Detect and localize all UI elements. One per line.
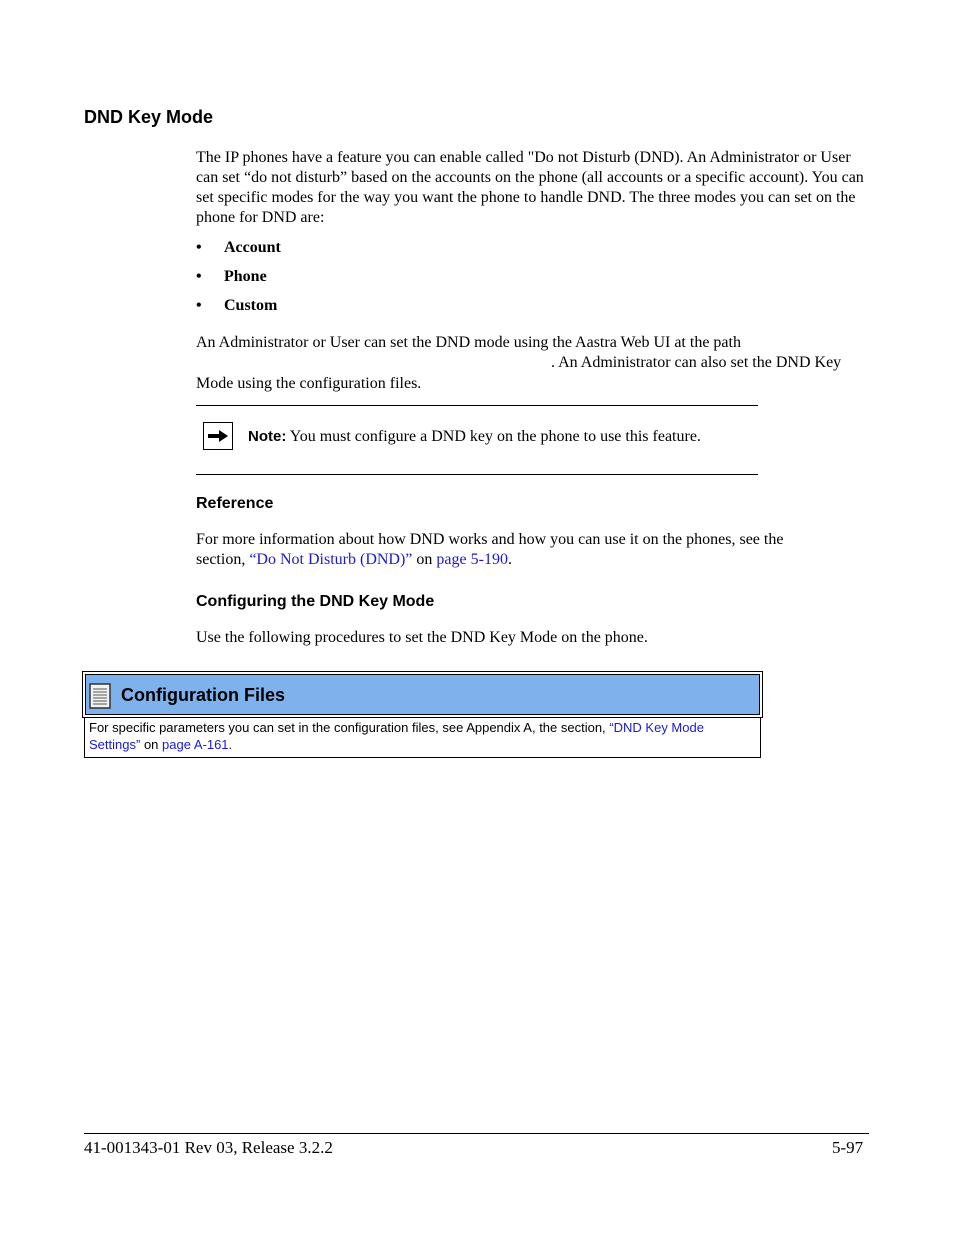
- footer-doc-id: 41-001343-01 Rev 03, Release 3.2.2: [84, 1138, 333, 1157]
- page-5-190-link[interactable]: page 5-190: [436, 551, 508, 568]
- path-line-2: . An Administrator can also set the DND Key: [551, 354, 842, 371]
- configuring-text: Use the following procedures to set the DND Key Mode on the phone.: [196, 629, 648, 646]
- footer-rule: [84, 1133, 869, 1134]
- config-files-body: For specific parameters you can set in the configuration files, see Appendix A, the section, “DND Key Mode Settings” on page A-161.: [84, 717, 761, 758]
- reference-heading: Reference: [196, 495, 274, 512]
- document-icon: [89, 683, 111, 709]
- bullet-icon: •: [196, 239, 202, 256]
- configuring-heading: Configuring the DND Key Mode: [196, 593, 435, 610]
- page-a-161-link[interactable]: page A-161: [162, 737, 229, 752]
- config-files-title: Configuration Files: [121, 685, 285, 705]
- dnd-key-mode-settings-link[interactable]: “DND Key Mode: [609, 720, 704, 735]
- dnd-key-mode-settings-link-cont[interactable]: Settings”: [89, 737, 141, 752]
- note-body: You must configure a DND key on the phone to use this feature.: [289, 428, 701, 445]
- list-item: • Phone: [196, 268, 267, 285]
- dnd-section-link[interactable]: “Do Not Disturb (DND)”: [249, 551, 413, 568]
- path-line-3: Mode using the configuration files.: [196, 375, 422, 392]
- config-files-header: [85, 674, 760, 715]
- reference-line-1: For more information about how DND works and how you can use it on the phones, see the: [196, 531, 784, 548]
- section-title: DND Key Mode: [84, 107, 214, 127]
- list-item: • Account: [196, 239, 281, 256]
- path-line-1: An Administrator or User can set the DND mode using the Aastra Web UI at the path: [196, 334, 741, 351]
- footer-page-number: 5-97: [832, 1138, 864, 1157]
- bullet-icon: •: [196, 268, 202, 285]
- note-top-rule: [196, 405, 758, 406]
- list-item: • Custom: [196, 297, 278, 314]
- note-bottom-rule: [196, 474, 758, 475]
- note-label: Note:: [248, 428, 287, 445]
- note-text: [248, 427, 701, 447]
- bullet-icon: •: [196, 297, 202, 314]
- intro-paragraph: The IP phones have a feature you can enable called "Do not Disturb (DND). An Administrator or User can set “do not disturb” based on the accounts on the phone (all accounts or a specific account). You can set specific modes for the way you want the phone to handle DND. The three modes you can set on the phone for DND are:: [196, 149, 864, 226]
- arrow-right-icon: [203, 422, 233, 450]
- reference-line-2: section, “Do Not Disturb (DND)” on page 5-190.: [196, 551, 512, 568]
